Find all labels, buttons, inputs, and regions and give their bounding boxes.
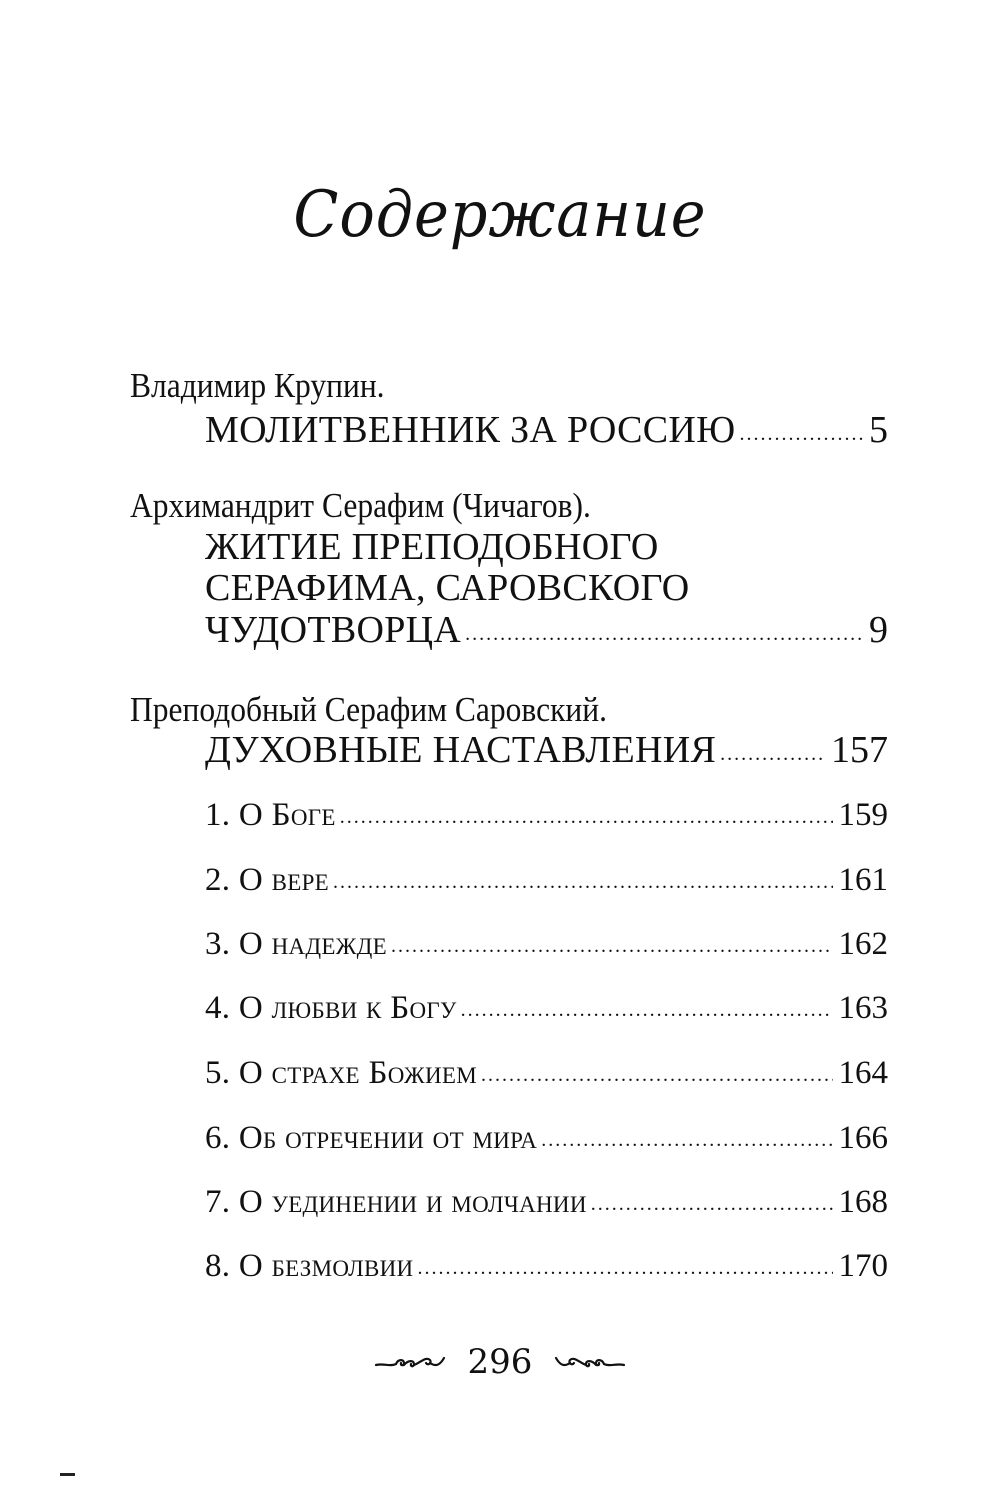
entry-title: ЧУДОТВОРЦА <box>205 609 462 651</box>
entry-title: ДУХОВНЫЕ НАСТАВЛЕНИЯ <box>205 729 717 771</box>
page-number: 162 <box>838 926 888 962</box>
scan-mark <box>60 1473 75 1476</box>
chapter-entry[interactable] <box>205 1244 888 1292</box>
dot-leader <box>541 1118 832 1162</box>
dot-leader <box>461 988 833 1032</box>
ornament-flourish-left-icon <box>374 1351 446 1373</box>
dot-leader <box>417 1246 832 1290</box>
chapter-title: О любви к Богу <box>238 990 457 1026</box>
section-author: Владимир Крупин. <box>130 366 385 405</box>
entry-title: МОЛИТВЕННИК ЗА РОССИЮ <box>205 409 736 451</box>
entry-title-line: СЕРАФИМА, САРОВСКОГО <box>205 567 690 609</box>
chapter-title: О вере <box>238 862 330 898</box>
chapter-title: О надежде <box>238 926 388 962</box>
page-title: Содержание <box>293 178 707 252</box>
toc-entry[interactable] <box>205 728 888 778</box>
page-number: 166 <box>838 1120 888 1156</box>
dot-leader <box>481 1053 833 1097</box>
chapter-number: 3. <box>205 926 231 962</box>
page-number: 159 <box>838 797 888 833</box>
dot-leader <box>391 924 832 968</box>
chapter-entry[interactable] <box>205 922 888 970</box>
chapter-title: О Боге <box>238 797 336 833</box>
page-folio: 296 <box>467 1342 533 1382</box>
page-number: 164 <box>838 1055 888 1091</box>
chapter-entry[interactable] <box>205 1116 888 1164</box>
dot-leader <box>333 860 832 904</box>
chapter-number: 6. <box>205 1120 231 1156</box>
page-number: 163 <box>838 990 888 1026</box>
chapter-number: 1. <box>205 797 231 833</box>
page-number: 170 <box>838 1248 888 1284</box>
dot-leader <box>739 412 863 456</box>
page-footer <box>0 1342 1000 1382</box>
page-number: 161 <box>838 862 888 898</box>
chapter-number: 8. <box>205 1248 231 1284</box>
dot-leader <box>465 612 863 656</box>
page-number: 9 <box>869 609 888 651</box>
chapter-title: О уединении и молчании <box>238 1184 587 1220</box>
page-number: 157 <box>831 729 888 771</box>
chapter-entry[interactable] <box>205 793 888 841</box>
chapter-entry[interactable] <box>205 1051 888 1099</box>
chapter-number: 2. <box>205 862 231 898</box>
chapter-title: Об отречении от мира <box>238 1120 538 1156</box>
page-number: 5 <box>869 409 888 451</box>
chapter-title: О страхе Божием <box>238 1055 477 1091</box>
chapter-number: 4. <box>205 990 231 1026</box>
ornament-flourish-right-icon <box>554 1351 626 1373</box>
chapter-entry[interactable] <box>205 858 888 906</box>
dot-leader <box>591 1182 833 1226</box>
chapter-title: О безмолвии <box>238 1248 414 1284</box>
chapter-entry[interactable] <box>205 1180 888 1228</box>
toc-entry[interactable] <box>205 608 888 658</box>
chapter-entry[interactable] <box>205 986 888 1034</box>
section-author: Преподобный Серафим Саровский. <box>130 690 607 729</box>
page-number: 168 <box>838 1184 888 1220</box>
toc-entry[interactable] <box>205 408 888 458</box>
dot-leader <box>340 795 833 839</box>
dot-leader <box>720 732 825 776</box>
section-author: Архимандрит Серафим (Чичагов). <box>130 486 591 525</box>
chapter-number: 5. <box>205 1055 231 1091</box>
entry-title-line: ЖИТИЕ ПРЕПОДОБНОГО <box>205 526 659 568</box>
chapter-number: 7. <box>205 1184 231 1220</box>
